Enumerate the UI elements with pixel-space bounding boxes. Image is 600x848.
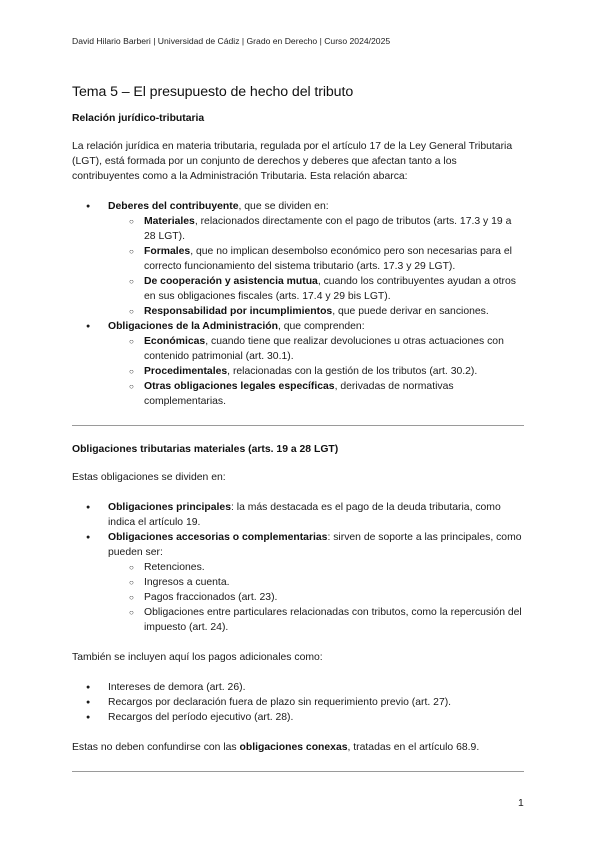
item-text: : la más destacada es el pago de la deuda tributaria, como indica el artículo 19. [108, 502, 501, 528]
item-text: , que comprenden: [277, 321, 365, 332]
list-item-deberes [72, 199, 524, 319]
document-body [72, 84, 524, 772]
item-bold: Otras obligaciones legales específicas [144, 381, 335, 392]
relacion-list [72, 199, 524, 409]
sublist-item: ○ Ingresos a cuenta. [108, 575, 524, 590]
item-bold: Procedimentales [144, 366, 228, 377]
section-intro-relacion: La relación jurídica en materia tributaria, regulada por el artículo 17 de la Ley General Tributaria (LGT), está formada por un conjunto de derechos y deberes que afectan tanto a los contribuyentes como a la Administración Tributaria. Esta relación abarca: [72, 141, 513, 182]
sublist-item: ○ Retenciones. [108, 560, 524, 575]
section-divider [72, 771, 524, 772]
sublist-item [108, 304, 524, 319]
running-header: David Hilario Barberi | Universidad de Cádiz | Grado en Derecho | Curso 2024/2025 [72, 36, 391, 46]
sublist-item [108, 379, 524, 409]
closing-bold: obligaciones conexas [239, 742, 348, 753]
list-item: ● Intereses de demora (art. 26). [72, 680, 524, 695]
adicionales-intro: También se incluyen aquí los pagos adicionales como: [72, 652, 323, 663]
item-bold: Formales [144, 246, 191, 257]
sublist-item: ○ Pagos fraccionados (art. 23). [108, 590, 524, 605]
adicionales-list [72, 680, 524, 725]
item-bold: Obligaciones accesorias o complementarias [108, 532, 328, 543]
section-heading-materiales: Obligaciones tributarias materiales (arts. 19 a 28 LGT) [72, 444, 339, 455]
item-bold: Económicas [144, 336, 206, 347]
section-heading-relacion: Relación jurídico-tributaria [72, 113, 205, 124]
closing-text-end: , tratadas en el artículo 68.9. [347, 742, 480, 753]
item-text: , relacionados directamente con el pago de tributos (arts. 17.3 y 19 a 28 LGT). [144, 216, 512, 242]
item-bold: Materiales [144, 216, 195, 227]
item-bold: Obligaciones principales [108, 502, 231, 513]
list-item-accesorias [72, 530, 524, 635]
item-text: , derivadas de normativas complementarias. [144, 381, 454, 407]
item-bold: Deberes del contribuyente [108, 201, 239, 212]
obligaciones-sublist [108, 334, 524, 409]
item-bold: Responsabilidad por incumplimientos [144, 306, 333, 317]
item-bold: Obligaciones de la Administración [108, 321, 278, 332]
closing-paragraph [72, 740, 524, 755]
item-text: , que no implican desembolso económico pero son necesarias para el correcto funcionamiento del sistema tributario (arts. 17.3 y 29 LGT). [144, 246, 512, 272]
list-item: ● Recargos por declaración fuera de plazo sin requerimiento previo (art. 27). [72, 695, 524, 710]
page-title: Tema 5 – El presupuesto de hecho del tributo [72, 84, 354, 100]
item-text: , cuando tiene que realizar devoluciones u otras actuaciones con contenido patrimonial (art. 30.1). [144, 336, 504, 362]
sublist-item [108, 364, 524, 379]
deberes-sublist [108, 214, 524, 319]
closing-text: Estas no deben confundirse con las [72, 742, 240, 753]
materiales-list [72, 500, 524, 635]
item-text: , relacionadas con la gestión de los tributos (art. 30.2). [227, 366, 478, 377]
list-item-obligaciones [72, 319, 524, 409]
page-number: 1 [518, 798, 524, 809]
item-text: , cuando los contribuyentes ayudan a otros en sus obligaciones fiscales (arts. 17.4 y 29 bis LGT). [144, 276, 516, 302]
accesorias-sublist [108, 560, 524, 635]
section-intro-materiales: Estas obligaciones se dividen en: [72, 472, 226, 483]
sublist-item [108, 334, 524, 364]
item-text: , que puede derivar en sanciones. [332, 306, 489, 317]
sublist-item: ○ Obligaciones entre particulares relacionadas con tributos, como la repercusión del impuesto (art. 24). [108, 605, 524, 635]
sublist-item [108, 244, 524, 274]
sublist-item [108, 274, 524, 304]
list-item: ● Recargos del período ejecutivo (art. 28). [72, 710, 524, 725]
item-bold: De cooperación y asistencia mutua [144, 276, 318, 287]
sublist-item [108, 214, 524, 244]
section-divider [72, 425, 524, 426]
item-text: : sirven de soporte a las principales, como pueden ser: [108, 532, 522, 558]
item-text: , que se dividen en: [238, 201, 329, 212]
list-item-principales [72, 500, 524, 530]
